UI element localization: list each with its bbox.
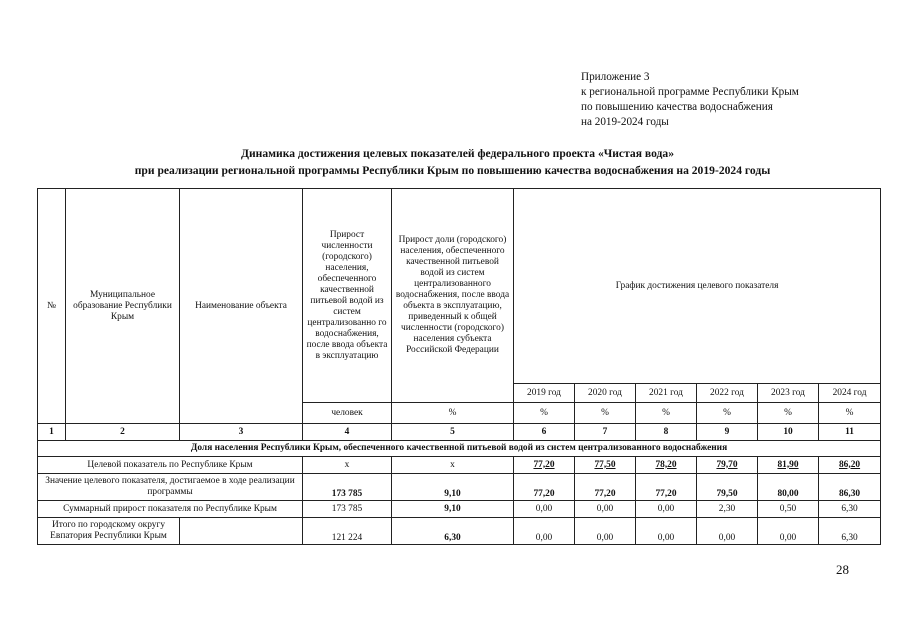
cell-year: 0,00 [697, 518, 758, 545]
section-row [38, 441, 881, 457]
appendix-line: Приложение 3 [581, 71, 650, 83]
table-row [38, 474, 881, 501]
unit-percent: % [636, 403, 697, 424]
appendix-line: по повышению качества водоснабжения [581, 101, 773, 113]
page-number: 28 [836, 562, 849, 577]
header-schedule: График достижения целевого показателя [514, 189, 881, 384]
header-year: 2019 год [514, 384, 575, 403]
unit-percent: % [392, 403, 514, 424]
column-numbers-row [38, 424, 881, 441]
cell-year: 81,90 [758, 457, 819, 474]
title-line-1: Динамика достижения целевых показателей федерального проекта «Чистая вода» [241, 147, 674, 160]
header-year: 2020 год [575, 384, 636, 403]
column-number: 3 [180, 424, 303, 441]
cell-year: 0,00 [758, 518, 819, 545]
column-number: 5 [392, 424, 514, 441]
row-label: Значение целевого показателя, достигаемое в ходе реализации программы [38, 474, 303, 501]
cell-year: 77,20 [636, 474, 697, 501]
table-row [38, 501, 881, 518]
row-label: Итого по городскому округу Евпатория Республики Крым [38, 518, 180, 545]
cell-share: 6,30 [392, 518, 514, 545]
document-title [0, 145, 905, 179]
header-object: Наименование объекта [180, 189, 303, 424]
cell-people: 173 785 [303, 474, 392, 501]
appendix-line: к региональной программе Республики Крым [581, 86, 799, 98]
cell-year: 2,30 [697, 501, 758, 518]
header-municipality: Муниципальное образование Республики Крым [66, 189, 180, 424]
unit-percent: % [758, 403, 819, 424]
title-line-2: при реализации региональной программы Республики Крым по повышению качества водоснабжения на 2019-2024 годы [134, 164, 771, 177]
column-number: 1 [38, 424, 66, 441]
cell-share: 9,10 [392, 474, 514, 501]
column-number: 4 [303, 424, 392, 441]
header-year: 2021 год [636, 384, 697, 403]
unit-percent: % [514, 403, 575, 424]
cell-people: 121 224 [303, 518, 392, 545]
cell-year: 86,30 [819, 474, 881, 501]
cell-share: 9,10 [392, 501, 514, 518]
column-number: 9 [697, 424, 758, 441]
cell-year: 0,50 [758, 501, 819, 518]
header-year: 2023 год [758, 384, 819, 403]
row-label: Целевой показатель по Республике Крым [38, 457, 303, 474]
cell-year: 0,00 [636, 501, 697, 518]
cell-year: 0,00 [575, 501, 636, 518]
cell-year: 77,20 [575, 474, 636, 501]
cell-year: 77,50 [575, 457, 636, 474]
row-label: Суммарный прирост показателя по Республике Крым [38, 501, 303, 518]
column-number: 11 [819, 424, 881, 441]
appendix-line: на 2019-2024 годы [581, 116, 669, 128]
cell-object-empty [180, 518, 303, 545]
table-row [38, 457, 881, 474]
unit-percent: % [819, 403, 881, 424]
cell-year: 0,00 [514, 501, 575, 518]
header-year: 2024 год [819, 384, 881, 403]
cell-year: 80,00 [758, 474, 819, 501]
targets-table [37, 188, 881, 545]
unit-percent: % [575, 403, 636, 424]
column-number: 6 [514, 424, 575, 441]
header-row [38, 189, 881, 384]
cell-year: 77,20 [514, 474, 575, 501]
cell-year: 0,00 [575, 518, 636, 545]
cell-year: 0,00 [636, 518, 697, 545]
header-year: 2022 год [697, 384, 758, 403]
cell-people: 173 785 [303, 501, 392, 518]
appendix-note [581, 70, 799, 130]
cell-year: 77,20 [514, 457, 575, 474]
cell-year: 86,20 [819, 457, 881, 474]
header-growth-population: Прирост численности (городского) населения, обеспеченного качественной питьевой водой из систем централизованно го водоснабжения, после ввода объекта в эксплуатацию [303, 189, 392, 403]
column-number: 8 [636, 424, 697, 441]
header-growth-share: Прирост доли (городского) населения, обеспеченного качественной питьевой водой из систем централизованного водоснабжения, после ввода объекта в эксплуатацию, приведенный к общей численности (городского) населения субъекта Российской Федерации [392, 189, 514, 403]
unit-percent: % [697, 403, 758, 424]
unit-people: человек [303, 403, 392, 424]
table-row [38, 518, 881, 545]
cell-year: 0,00 [514, 518, 575, 545]
section-title: Доля населения Республики Крым, обеспеченного качественной питьевой водой из систем централизованного водоснабжения [38, 441, 881, 457]
cell-year: 79,50 [697, 474, 758, 501]
column-number: 7 [575, 424, 636, 441]
column-number: 2 [66, 424, 180, 441]
column-number: 10 [758, 424, 819, 441]
cell-year: 79,70 [697, 457, 758, 474]
cell-share: x [392, 457, 514, 474]
header-num: № [38, 189, 66, 424]
cell-people: x [303, 457, 392, 474]
cell-year: 6,30 [819, 518, 881, 545]
cell-year: 78,20 [636, 457, 697, 474]
cell-year: 6,30 [819, 501, 881, 518]
